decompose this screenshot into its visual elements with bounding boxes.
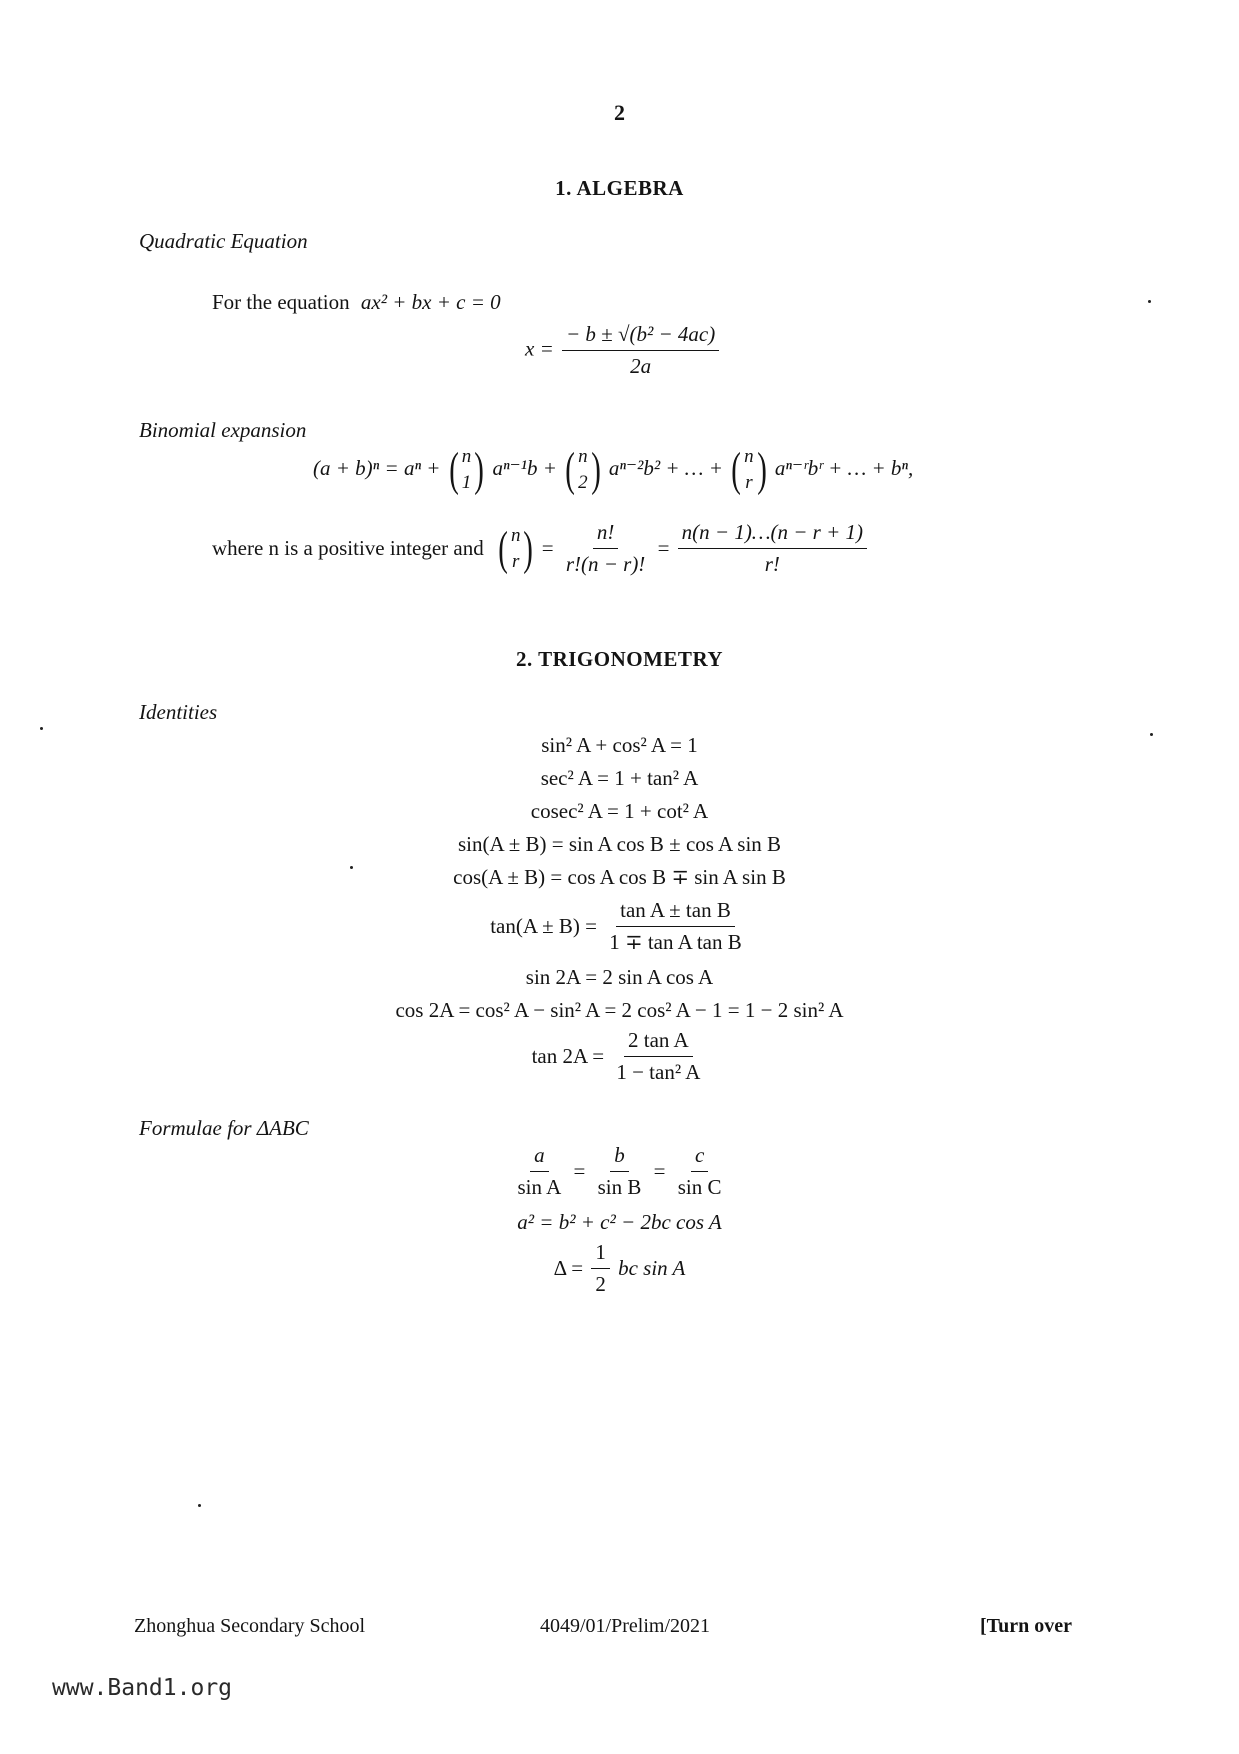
binom-top: n	[578, 446, 588, 467]
binomial-term-3: aⁿ⁻ʳbʳ + … + bⁿ,	[774, 455, 914, 480]
binomial-coefficient-n-r: ( n r )	[731, 443, 767, 496]
scan-speck	[1148, 300, 1151, 303]
binom-bottom: r	[745, 472, 753, 493]
area-denominator: 2	[595, 1272, 606, 1296]
triangle-heading: Formulae for ΔABC	[139, 1116, 309, 1140]
binom-bottom: 1	[461, 472, 472, 493]
identity-1: sin² A + cos² A = 1	[541, 733, 698, 757]
identity-4: sin(A ± B) = sin A cos B ± cos A sin B	[457, 832, 782, 856]
area-lhs: Δ =	[553, 1256, 584, 1280]
page-number: 2	[614, 100, 625, 125]
scan-speck	[350, 866, 353, 869]
binom-top: n	[510, 524, 521, 546]
area-rhs: bc sin A	[618, 1256, 686, 1280]
binomial-coefficient-n-2: ( n 2 )	[565, 443, 601, 496]
sin-double-angle: sin 2A = 2 sin A cos A	[525, 965, 714, 989]
cos-double-angle: cos 2A = cos² A − sin² A = 2 cos² A − 1 = 1 − 2 sin² A	[395, 998, 844, 1022]
binom-bottom: r	[512, 550, 520, 572]
binomial-term-2: aⁿ⁻²b² + … +	[608, 455, 723, 480]
binomial-coefficient-n-r-def: ( n r )	[498, 521, 534, 575]
footer-turn-over: [Turn over	[980, 1615, 1073, 1637]
identity-2: sec² A = 1 + tan² A	[540, 766, 699, 790]
sine-rule-fraction-a	[514, 1143, 566, 1200]
quadratic-denominator: 2a	[630, 354, 652, 378]
quadratic-formula	[525, 322, 722, 379]
tan2a-denominator: 1 − tan² A	[616, 1060, 701, 1084]
quadratic-intro-text: For the equation	[212, 290, 350, 314]
tan2a-numerator: 2 tan A	[624, 1028, 693, 1057]
cosine-rule: a² = b² + c² − 2bc cos A	[517, 1210, 722, 1234]
binomial-lhs: (a + b)ⁿ = aⁿ +	[313, 455, 441, 480]
sine-rule-den: sin C	[677, 1175, 722, 1199]
tan-sum-formula	[0, 898, 1239, 955]
quadratic-heading: Quadratic Equation	[139, 229, 308, 253]
sine-rule-fraction-b	[594, 1143, 646, 1200]
quadratic-lhs: x =	[525, 336, 554, 361]
binom-top: n	[461, 446, 472, 467]
sine-rule-den: sin B	[597, 1175, 642, 1199]
scan-speck	[40, 727, 43, 730]
tan2a-lhs: tan 2A =	[531, 1044, 605, 1068]
sine-rule-num: c	[691, 1143, 708, 1172]
binomial-where-text: where n is a positive integer and	[212, 536, 484, 560]
algebra-heading: 1. ALGEBRA	[555, 176, 684, 200]
binomial-expansion	[313, 444, 913, 496]
binom-bottom: 2	[578, 472, 588, 493]
quadratic-intro	[212, 290, 501, 315]
tan-sum-numerator: tan A ± tan B	[616, 898, 735, 927]
triangle-area	[0, 1240, 1239, 1297]
scan-speck	[1150, 733, 1153, 736]
product-numerator: n(n − 1)…(n − r + 1)	[678, 520, 867, 549]
factorial-denominator: r!(n − r)!	[565, 552, 646, 576]
area-numerator: 1	[591, 1240, 610, 1269]
product-fraction	[678, 520, 867, 577]
binomial-coefficient-definition: where n is a positive integer and ( n r ) = $\frac{n!}{r!(n - r)!}$ = $\frac{n(n - 1)\dots(n - r + 1)}{r!}$	[212, 520, 870, 577]
tan-sum-fraction	[605, 898, 746, 955]
identities-heading: Identities	[139, 700, 218, 724]
trigonometry-heading: 2. TRIGONOMETRY	[515, 647, 724, 671]
tan-double-angle	[0, 1028, 1239, 1085]
tan-sum-lhs: tan(A ± B) =	[490, 914, 597, 938]
quadratic-fraction	[562, 322, 719, 379]
footer-paper-code: 4049/01/Prelim/2021	[540, 1615, 710, 1637]
area-half-fraction	[591, 1240, 610, 1297]
binomial-coefficient-n-1: ( n 1 )	[448, 443, 485, 496]
sine-rule-den: sin A	[517, 1175, 562, 1199]
watermark-url: www.Band1.org	[52, 1675, 233, 1701]
sine-rule: $\frac{a}{\text{sin A}}$ = $\frac{b}{\text{sin B}}$ = $\frac{c}{\text{sin C}}$	[0, 1143, 1239, 1200]
tan-sum-denominator: 1 ∓ tan A tan B	[609, 930, 742, 954]
sine-rule-fraction-c	[674, 1143, 726, 1200]
sine-rule-num: b	[610, 1143, 629, 1172]
quadratic-numerator: − b ± √(b² − 4ac)	[562, 322, 719, 351]
scan-speck	[198, 1504, 201, 1507]
factorial-numerator: n!	[593, 520, 619, 549]
binomial-heading: Binomial expansion	[139, 418, 307, 442]
product-denominator: r!	[764, 552, 780, 576]
identity-3: cosec² A = 1 + cot² A	[530, 799, 709, 823]
sine-rule-num: a	[530, 1143, 549, 1172]
factorial-fraction	[562, 520, 650, 577]
footer-school: Zhonghua Secondary School	[134, 1615, 366, 1637]
quadratic-equation: ax² + bx + c = 0	[360, 290, 501, 314]
identity-5: cos(A ± B) = cos A cos B ∓ sin A sin B	[453, 865, 786, 889]
binom-top: n	[744, 446, 754, 467]
tan2a-fraction	[612, 1028, 704, 1085]
binomial-term-1: aⁿ⁻¹b +	[492, 455, 557, 480]
